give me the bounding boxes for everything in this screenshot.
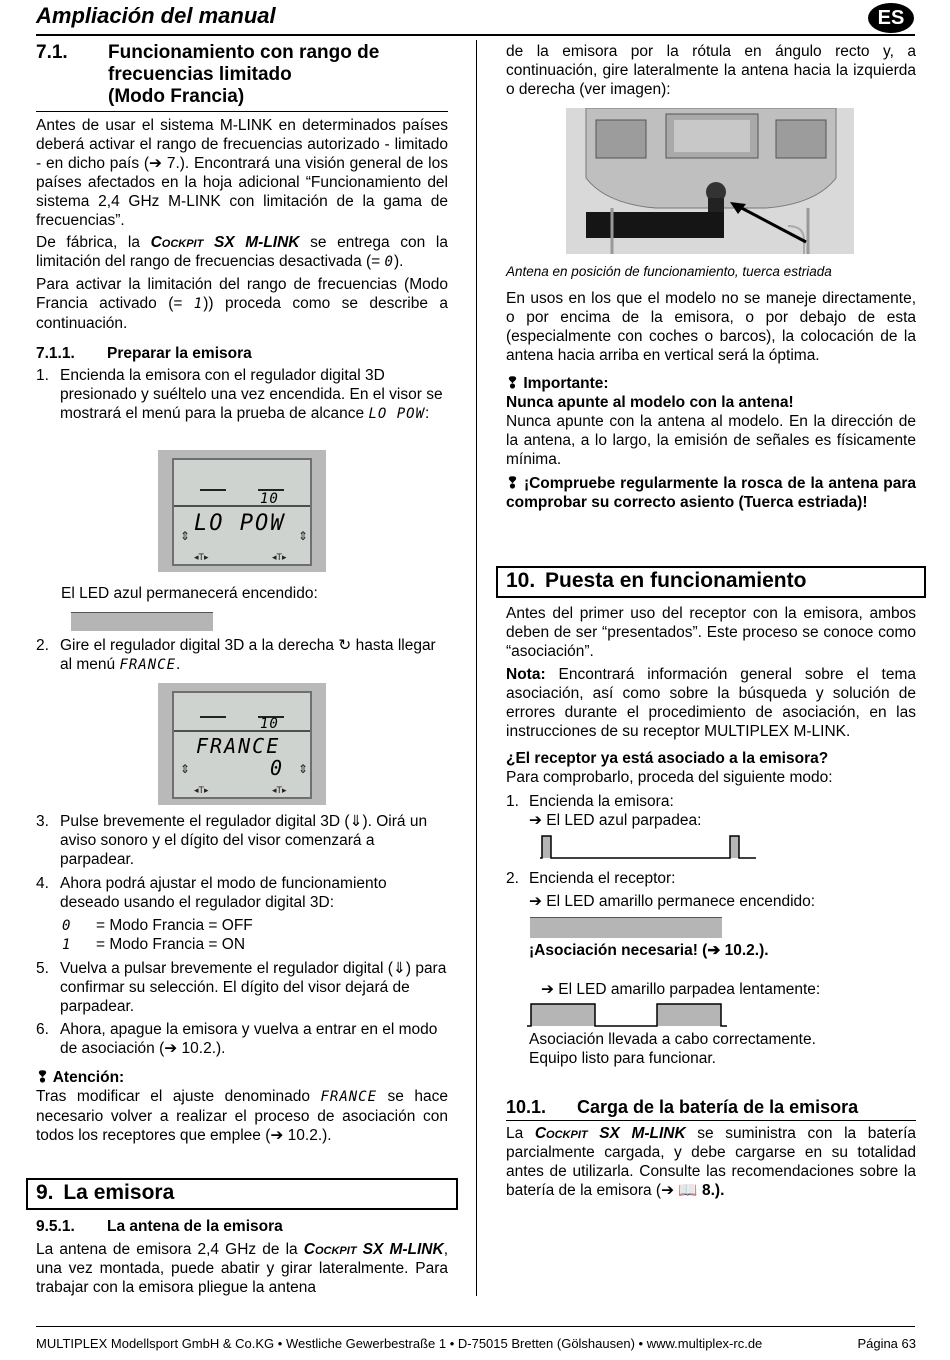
subsection-7-1-1-heading: 7.1.1. Preparar la emisora [36,345,252,362]
section-10-heading: 10. Puesta en funcionamiento [496,566,926,598]
section-title-line-1: Funcionamiento con rango de [108,42,380,63]
page-title: Ampliación del manual [36,3,276,28]
step-5: 5. Vuelva a pulsar brevemente el regulador digital (⇓) para confirmar su selección. El dígito del visor dejará de parpadear. [36,960,447,1015]
section-number: 7.1. [36,42,68,63]
step-1: 1. Encienda la emisora con el regulador digital 3D presionado y suéltelo una vez encendida. En el visor se mostrará el menú para la prueba de alcance LO POW: [36,367,443,422]
step-3: 3. Pulse brevemente el regulador digital 3D (⇓). Oirá un aviso sonoro y el dígito del visor comenzará a parpadear. [36,813,428,868]
svg-text:◂T▸: ◂T▸ [272,552,287,562]
question-heading: ¿El receptor ya está asociado a la emisora? [506,750,829,767]
warning-icon: ❢ [506,475,519,492]
important-bold-line: Nunca apunte al modelo con la antena! [506,394,794,411]
subsection-9-5-1-heading: 9.5.1. La antena de la emisora [36,1218,283,1235]
battery-paragraph: La Cockpit SX M-LINK se suministra con la batería parcialmente cargada, y debe cargarse en su totalidad antes de utilizarla. Consulte las recomendaciones sobre la batería de la emisora (➔ 📖 8.). [506,1125,916,1199]
check-thread-warning: ❢ ¡Compruebe regularmente la rosca de la antena para comprobar su correcto asiento (Tuerca estriada)! [506,475,916,511]
svg-text:⇕: ⇕ [180,529,191,543]
brand-name: Cockpit SX M-LINK [534,1125,686,1142]
footer-address: MULTIPLEX Modellsport GmbH & Co.KG • Westliche Gewerbestraße 1 • D-75015 Bretten (Gölshausen) • www.multiplex-rc.de [36,1336,763,1351]
binding-intro: Antes del primer uso del receptor con la emisora, ambos deben de ser “presentados”. Este proceso se conoce como “asociación”. [506,605,916,660]
footer [36,1334,916,1353]
svg-text:⇕: ⇕ [298,762,309,776]
transmitter-antenna-photo [566,108,854,254]
lcd-top-digits: 10 [260,491,279,507]
check-step-1: 1. Encienda la emisora: ➔ El LED azul parpadea: [506,793,702,829]
svg-text:◂T▸: ◂T▸ [194,785,209,795]
svg-text:⇕: ⇕ [298,529,309,543]
svg-text:◂T▸: ◂T▸ [194,552,209,562]
warning-icon: ❢ [506,375,519,392]
usage-paragraph: En usos en los que el modelo no se maneje directamente, o por encima de la emisora, o por debajo de esta (especialmente con coches o barcos), la colocación de la antena hacia arriba en vertical será la óptima. [506,290,916,364]
brand-name: Cockpit SX M-LINK [150,234,300,251]
factory-setting-paragraph: De fábrica, la Cockpit SX M-LINK se entrega con la limitación del rango de frecuencias desactivada (= 0). [36,234,448,270]
section-9-heading: 9. La emisora [26,1178,458,1210]
check-step-2: 2. Encienda el receptor: [506,870,676,887]
binding-done-2: Equipo listo para funcionar. [529,1050,716,1067]
binding-done-1: Asociación llevada a cabo correctamente. [529,1031,816,1048]
attention-heading: ❢ Atención: [36,1069,125,1086]
lcd-digit: 1 [193,296,204,312]
important-text: Nunca apunte con la antena al modelo. En la dirección de la antena, a lo largo, la emisión de señales es físicamente mínima. [506,413,916,468]
led-steady-indicator-yellow [530,917,722,938]
antenna-continuation: de la emisora por la rótula en ángulo recto y, a continuación, gire lateralmente la antena hacia la izquierda o derecha (ver imagen): [506,43,916,98]
led-steady-indicator [71,612,213,631]
page-number: Página 63 [857,1336,916,1351]
subsection-10-1-heading: 10.1. Carga de la batería de la emisora [506,1096,916,1121]
photo-caption: Antena en posición de funcionamiento, tuerca estriada [506,264,832,279]
step-2: 2. Gire el regulador digital 3D a la derecha ↻ hasta llegar al menú FRANCE. [36,637,436,673]
section-title-line-3: (Modo Francia) [36,86,448,112]
yellow-led-steady-text: ➔ El LED amarillo permanece encendido: [529,893,816,910]
led-slow-blink-pattern [527,1002,727,1028]
intro-paragraph: Antes de usar el sistema M-LINK en determinados países deberá activar el rango de frecuencias autorizado - limitado - en dicho país (➔ 7.). Encontrará una visión general de los países afectados en la hoja adicional “Funcionamiento del sistema 2,4 GHz M-LINK con limitación de la gama de frecuencias”. [36,117,448,229]
yellow-slow-blink-text: ➔ El LED amarillo parpadea lentamente: [541,981,821,998]
activation-paragraph: Para activar la limitación del rango de frecuencias (Modo Francia activado (= 1)) proceda como se describe a continuación. [36,276,448,332]
option-on: 1 = Modo Francia = ON [62,936,246,953]
svg-text:⇕: ⇕ [180,762,191,776]
lcd-value: 0 [270,756,284,780]
warning-icon: ❢ [36,1069,49,1086]
manual-book-icon: 📖 [678,1182,698,1199]
transmitter-illustration [566,108,854,254]
led-blue-steady-text: El LED azul permanecerá encendido: [61,585,318,602]
step-6: 6. Ahora, apague la emisora y vuelva a entrar en el modo de asociación (➔ 10.2.). [36,1021,438,1057]
lcd-digit: 0 [384,254,394,270]
lcd-display-photo-france [158,683,326,805]
column-divider [476,40,477,1296]
lcd-main-text: FRANCE [196,734,281,758]
question-text: Para comprobarlo, proceda del siguiente modo: [506,769,833,786]
step-4: 4. Ahora podrá ajustar el modo de funcionamiento deseado usando el regulador digital 3D: [36,875,387,911]
binding-required: ¡Asociación necesaria! (➔ 10.2.). [529,942,769,959]
led-blink-pattern [540,834,758,860]
attention-text: Tras modificar el ajuste denominado FRANCE se hace necesario volver a realizar el proceso de asociación con todos los receptores que emplee (➔ 10.2.). [36,1088,448,1144]
svg-text:◂T▸: ◂T▸ [272,785,287,795]
footer-divider [36,1326,915,1327]
section-7-1-heading [36,42,448,112]
lcd-display-photo-lo-pow [158,450,326,572]
important-heading: ❢ Importante: [506,375,609,392]
binding-note: Nota: Encontrará información general sobre el tema asociación, así como sobre la búsqueda y solución de errores durante el procedimiento de asociación, en las instrucciones de su receptor MULTIPLEX M-LINK. [506,666,916,740]
brand-name: Cockpit SX M-LINK [303,1241,444,1258]
section-title-line-2: frecuencias limitado [108,64,292,85]
option-off: 0 = Modo Francia = OFF [62,917,253,934]
lcd-main-text: LO POW [194,511,286,536]
language-badge: ES [868,3,914,33]
antenna-paragraph: La antena de emisora 2,4 GHz de la Cockpit SX M-LINK, una vez montada, puede abatir y girar lateralmente. Para trabajar con la emisora pliegue la antena [36,1241,448,1296]
header-divider [36,34,915,36]
lcd-top-digits: 10 [260,716,279,732]
